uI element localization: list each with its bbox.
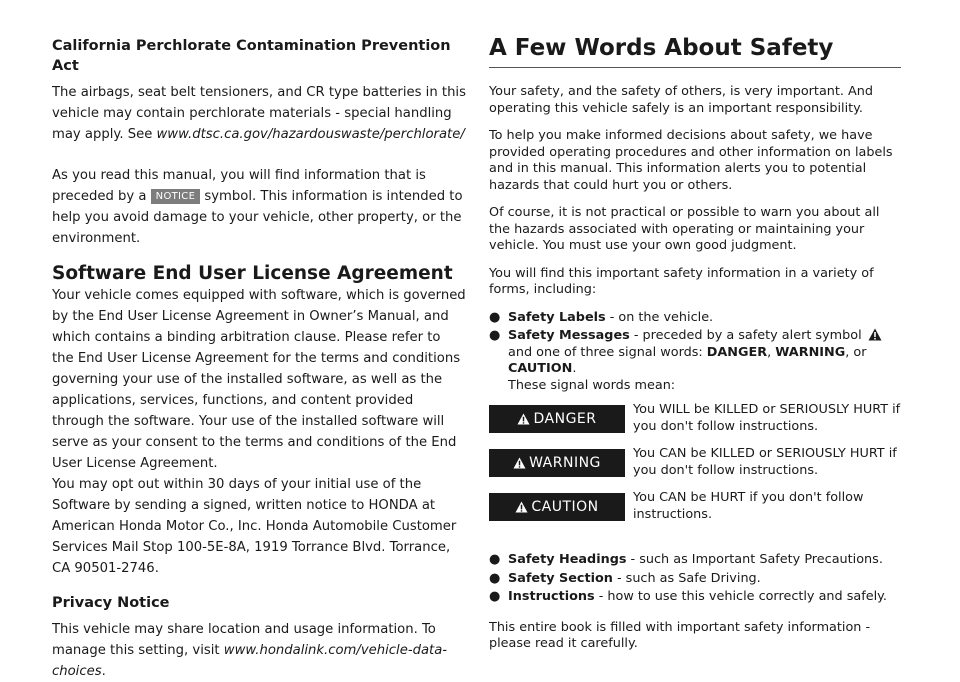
bullet-label: Safety Headings <box>508 552 627 567</box>
privacy-body: This vehicle may share location and usage information. To manage this setting, visit <box>52 622 436 658</box>
bullet-icon: ● <box>489 309 501 325</box>
bullet-text: and one of three signal words: <box>508 344 707 360</box>
perchlorate-heading: California Perchlorate Contamination Prevention Act <box>52 38 451 74</box>
signal-word: DANGER <box>706 344 768 360</box>
alert-triangle-icon <box>513 457 526 469</box>
signal-row-warning <box>489 446 903 490</box>
software-heading: Software End User License Agreement <box>52 263 453 284</box>
bullet-text: - preceded by a safety alert symbol <box>629 328 866 343</box>
signal-row-danger <box>489 402 903 446</box>
signal-words-table <box>489 402 903 534</box>
software-body-1: Your vehicle comes equipped with software, which is governed by the End User License Agreement in Owner’s Manual, and which contains a binding arbitration clause. Please refer to the End User License Agreement for the terms and conditions governing your use of the installed software, as well as the applications, services, functions, and content provided through the software. Your use of the installed software will serve as your consent to the terms and conditions of the End User License Agreement. <box>52 288 466 471</box>
safety-paragraph-2: To help you make informed decisions about safety, we have provided operating procedures and other information on labels and in this manual. This information alerts you to potential hazards that could hurt you or others. <box>489 128 893 193</box>
signal-row-caution <box>489 490 903 534</box>
notice-paragraph <box>52 165 466 249</box>
signal-word: WARNING <box>775 344 846 360</box>
title-divider <box>489 67 901 68</box>
signal-words-intro: These signal words mean: <box>508 377 676 393</box>
signal-description: You CAN be HURT if you don't follow instructions. <box>633 490 864 522</box>
bullet-text: - how to use this vehicle correctly and safely. <box>594 589 887 604</box>
safety-paragraph-4: You will find this important safety information in a variety of forms, including: <box>489 265 874 297</box>
alert-triangle-icon <box>515 501 528 513</box>
right-column <box>489 33 903 664</box>
signal-word: WARNING <box>529 455 601 471</box>
privacy-paragraph <box>52 619 466 682</box>
bullet-list-2 <box>489 552 903 606</box>
signal-description: You WILL be KILLED or SERIOUSLY HURT if you don't follow instructions. <box>633 402 901 434</box>
bullet-list-1 <box>489 310 903 395</box>
safety-paragraph-3: Of course, it is not practical or possible to warn you about all the hazards associated with operating or maintaining your vehicle. You must use your own good judgment. <box>489 205 880 253</box>
list-item <box>489 589 903 606</box>
software-body-2: You may opt out within 30 days of your initial use of the Software by sending a signed, written notice to HONDA at American Honda Motor Co., Inc. Honda Automobile Customer Services Mail Stop 100-5E-8A, 1919 Torrance Blvd. Torrance, CA 90501-2746. <box>52 477 457 576</box>
bullet-label: Safety Labels <box>508 309 606 325</box>
privacy-end: . <box>101 664 106 679</box>
perchlorate-url: www.dtsc.ca.gov/hazardouswaste/perchlorate/ <box>156 127 465 142</box>
bullet-label: Safety Messages <box>508 328 630 343</box>
caution-label <box>489 493 625 521</box>
separator: . <box>572 361 577 376</box>
warning-label <box>489 449 625 477</box>
notice-after: symbol. This information is intended to help you avoid damage to your vehicle, other property, or the environment. <box>52 189 463 246</box>
signal-description: You CAN be KILLED or SERIOUSLY HURT if you don't follow instructions. <box>633 446 897 478</box>
page-title: A Few Words About Safety <box>489 35 834 61</box>
bullet-text: - such as Safe Driving. <box>612 570 761 586</box>
closing-paragraph: This entire book is filled with important safety information - please read it carefully. <box>489 619 871 651</box>
list-item <box>489 310 903 327</box>
danger-label <box>489 405 625 433</box>
bullet-text: - on the vehicle. <box>605 309 714 325</box>
list-item <box>489 328 903 394</box>
list-item <box>489 552 903 569</box>
bullet-icon: ● <box>489 328 501 343</box>
signal-word: DANGER <box>533 411 597 427</box>
separator: , <box>767 344 776 360</box>
alert-triangle-icon <box>868 328 882 341</box>
safety-paragraph-1: Your safety, and the safety of others, is very important. And operating this vehicle safely is an important responsibility. <box>489 84 874 116</box>
separator: , or <box>845 344 867 360</box>
bullet-label: Instructions <box>508 589 595 604</box>
signal-word: CAUTION <box>508 361 573 376</box>
bullet-icon: ● <box>489 589 501 604</box>
notice-before: As you read this manual, you will find information that is preceded by a <box>52 168 426 204</box>
bullet-text: - such as Important Safety Precautions. <box>626 552 883 567</box>
signal-word: CAUTION <box>531 499 599 515</box>
bullet-icon: ● <box>489 552 501 567</box>
perchlorate-paragraph <box>52 82 466 145</box>
privacy-heading: Privacy Notice <box>52 595 170 611</box>
perchlorate-body: The airbags, seat belt tensioners, and CR type batteries in this vehicle may contain perchlorate materials - special handling may apply. See <box>52 85 466 142</box>
privacy-url: www.hondalink.com/vehicle-data-choices <box>52 643 448 679</box>
bullet-icon: ● <box>489 570 501 586</box>
alert-triangle-icon <box>517 413 530 425</box>
bullet-label: Safety Section <box>508 570 613 586</box>
list-item <box>489 571 903 588</box>
notice-badge: NOTICE <box>151 189 201 204</box>
left-column <box>52 36 466 682</box>
